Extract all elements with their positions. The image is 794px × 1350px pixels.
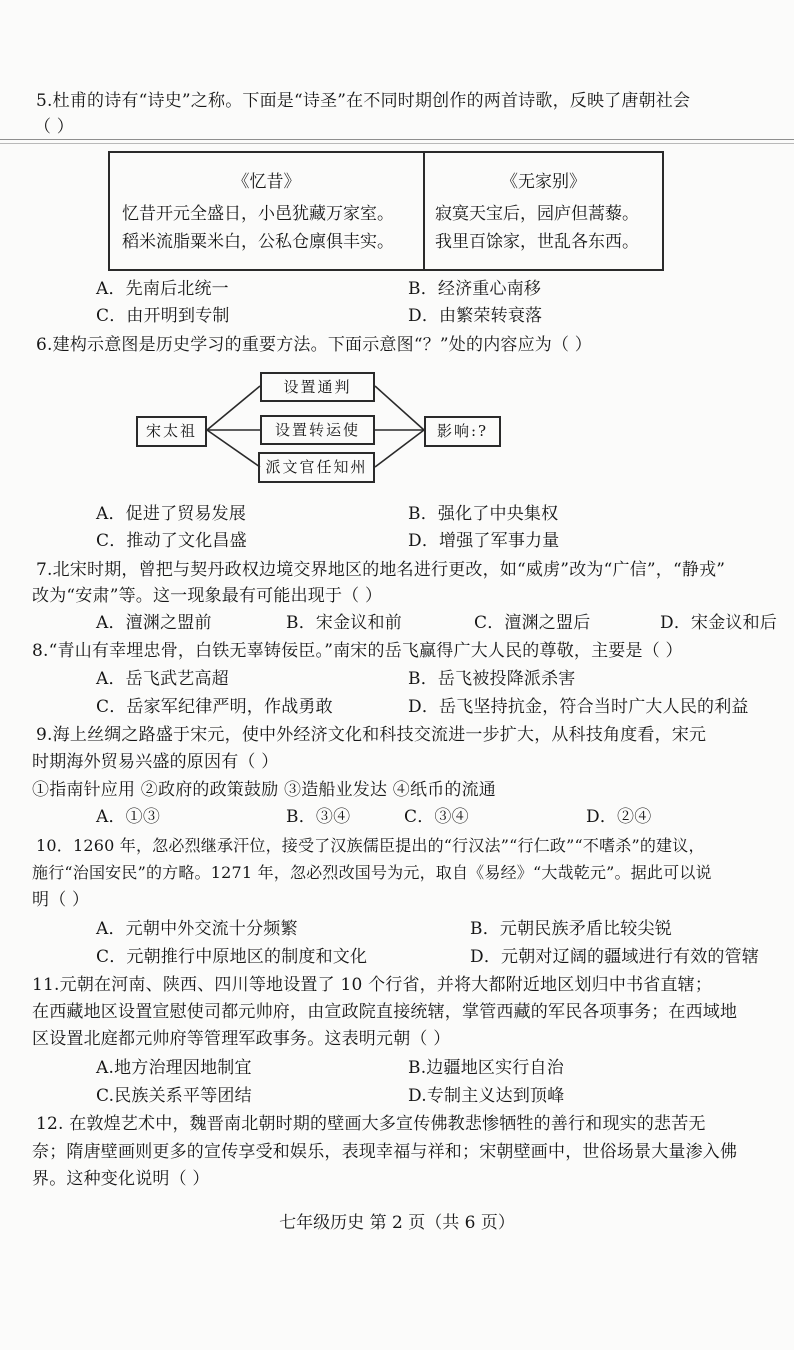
q5-option-b: B．经济重心南移: [408, 279, 542, 299]
q8-option-c: C．岳家军纪律严明，作战勇敢: [96, 697, 333, 717]
q6-option-b: B．强化了中央集权: [408, 504, 559, 524]
q11-option-b: B.边疆地区实行自治: [408, 1058, 564, 1078]
q8-option-a: A．岳飞武艺高超: [96, 669, 229, 689]
q12-stem-line1: 12. 在敦煌艺术中，魏晋南北朝时期的壁画大多宣传佛教悲惨牺牲的善行和现实的悲苦无: [36, 1114, 706, 1134]
q10-option-b: B．元朝民族矛盾比较尖锐: [470, 919, 672, 939]
poem-line: 稻米流脂粟米白，公私仓廪俱丰实。: [122, 232, 394, 252]
poem-line: 我里百馀家，世乱各东西。: [435, 232, 639, 252]
diagram-box-impact: 影响:?: [424, 416, 501, 447]
q7-stem-line1: 7.北宋时期，曾把与契丹政权边境交界地区的地名进行更改，如“威虏”改为“广信”，“静戎”: [36, 560, 726, 580]
q5-option-d: D．由繁荣转衰落: [408, 306, 543, 326]
q9-option-c: C．③④: [404, 807, 469, 827]
q8-option-b: B．岳飞被投降派杀害: [408, 669, 576, 689]
q7-stem-line2: 改为“安肃”等。这一现象最有可能出现于（ ）: [32, 586, 383, 606]
q5-option-c: C．由开明到专制: [96, 306, 230, 326]
q6-stem: 6.建构示意图是历史学习的重要方法。下面示意图“？”处的内容应为（ ）: [36, 335, 593, 355]
page-footer: 七年级历史 第 2 页（共 6 页）: [279, 1213, 515, 1233]
q5-option-a: A．先南后北统一: [96, 279, 229, 299]
q10-option-a: A．元朝中外交流十分频繁: [96, 919, 298, 939]
q8-stem: 8.“青山有幸埋忠骨，白铁无辜铸佞臣。”南宋的岳飞赢得广大人民的尊敬，主要是（ ）: [32, 641, 683, 661]
q10-stem-line3: 明（ ）: [32, 890, 90, 910]
q11-option-c: C.民族关系平等团结: [96, 1086, 252, 1106]
poem-line: 寂寞天宝后，园庐但蒿藜。: [435, 204, 639, 224]
q11-option-a: A.地方治理因地制宜: [96, 1058, 252, 1078]
diagram-box-tongpan: 设置通判: [260, 372, 375, 402]
q8-option-d: D．岳飞坚持抗金，符合当时广大人民的利益: [408, 697, 749, 717]
q11-option-d: D.专制主义达到顶峰: [408, 1086, 565, 1106]
poem-line: 忆昔开元全盛日，小邑犹藏万家室。: [122, 204, 394, 224]
q9-stem-line1: 9.海上丝绸之路盛于宋元，使中外经济文化和科技交流进一步扩大，从科技角度看，宋元: [36, 725, 707, 745]
q7-option-c: C．澶渊之盟后: [474, 613, 591, 633]
q9-option-d: D．②④: [586, 807, 652, 827]
poem-title: 《无家别》: [501, 172, 586, 192]
q6-option-a: A．促进了贸易发展: [96, 504, 247, 524]
q9-stem-line2: 时期海外贸易兴盛的原因有（ ）: [32, 752, 279, 772]
q10-option-d: D．元朝对辽阔的疆域进行有效的管辖: [470, 947, 760, 967]
q6-option-c: C．推动了文化昌盛: [96, 531, 247, 551]
q10-option-c: C．元朝推行中原地区的制度和文化: [96, 947, 368, 967]
q11-stem-line2: 在西藏地区设置宣慰使司都元帅府，由宣政院直接统辖，掌管西藏的军民各项事务；在西域地: [32, 1002, 738, 1022]
poem-title: 《忆昔》: [232, 172, 301, 192]
diagram-box-zhuanyunshi: 设置转运使: [260, 415, 375, 445]
q12-stem-line2: 奈；隋唐壁画则更多的宣传享受和娱乐，表现幸福与祥和；宋朝壁画中，世俗场景大量渗入佛: [32, 1142, 738, 1162]
q11-stem-line3: 区设置北庭都元帅府等管理军政事务。这表明元朝（ ）: [32, 1029, 451, 1049]
q6-option-d: D．增强了军事力量: [408, 531, 560, 551]
q7-option-b: B．宋金议和前: [286, 613, 402, 633]
q7-option-d: D．宋金议和后: [660, 613, 778, 633]
q9-option-a: A．①③: [96, 807, 161, 827]
q9-items: ①指南针应用 ②政府的政策鼓励 ③造船业发达 ④纸币的流通: [32, 780, 497, 800]
q7-option-a: A．澶渊之盟前: [96, 613, 212, 633]
q10-stem-line1: 10．1260 年，忽必烈继承汗位，接受了汉族儒臣提出的“行汉法”“行仁政”“不嗜杀”的建议，: [36, 836, 705, 855]
diagram-box-song-taizu: 宋太祖: [136, 416, 207, 447]
diagram-box-zhizhou: 派文官任知州: [258, 452, 375, 483]
q5-answer-paren: （ ）: [34, 117, 75, 137]
q9-option-b: B．③④: [286, 807, 351, 827]
q11-stem-line1: 11.元朝在河南、陕西、四川等地设置了 10 个行省，并将大都附近地区划归中书省直辖；: [32, 975, 713, 995]
q12-stem-line3: 界。这种变化说明（ ）: [32, 1169, 210, 1189]
q5-stem: 5.杜甫的诗有“诗史”之称。下面是“诗圣”在不同时期创作的两首诗歌，反映了唐朝社会: [36, 91, 691, 111]
q10-stem-line2: 施行“治国安民”的方略。1271 年，忽必烈改国号为元，取自《易经》“大哉乾元”。据此可以说: [32, 863, 712, 882]
